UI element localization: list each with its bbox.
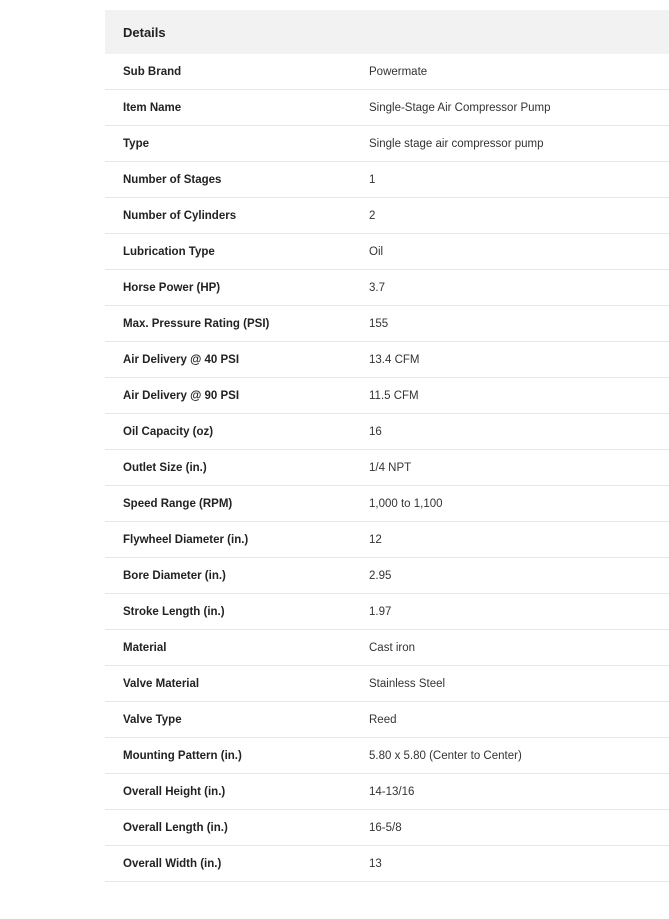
spec-value: Oil: [369, 245, 384, 258]
spec-row: [105, 342, 669, 378]
spec-value: 13: [369, 857, 382, 870]
spec-value: 16-5/8: [369, 821, 402, 834]
spec-row: [105, 306, 669, 342]
spec-table: [105, 54, 669, 882]
spec-row: [105, 270, 669, 306]
spec-row: [105, 54, 669, 90]
spec-row: [105, 738, 669, 774]
spec-label: Sub Brand: [123, 65, 182, 78]
spec-row: [105, 558, 669, 594]
spec-label: Air Delivery @ 90 PSI: [123, 389, 240, 402]
spec-row: [105, 774, 669, 810]
spec-value: 2: [369, 209, 376, 222]
spec-label: Valve Material: [123, 677, 200, 690]
details-section: [105, 10, 669, 882]
spec-row: [105, 702, 669, 738]
spec-row: [105, 522, 669, 558]
spec-label: Air Delivery @ 40 PSI: [123, 353, 240, 366]
spec-label: Lubrication Type: [123, 245, 215, 258]
spec-row: [105, 450, 669, 486]
spec-row: [105, 594, 669, 630]
spec-row: [105, 126, 669, 162]
spec-value: 1: [369, 173, 376, 186]
spec-value: 13.4 CFM: [369, 353, 420, 366]
spec-label: Item Name: [123, 101, 182, 114]
spec-row: [105, 198, 669, 234]
spec-value: 155: [369, 317, 389, 330]
spec-value: 2.95: [369, 569, 392, 582]
spec-label: Outlet Size (in.): [123, 461, 207, 474]
spec-row: [105, 234, 669, 270]
spec-label: Speed Range (RPM): [123, 497, 233, 510]
spec-value: 12: [369, 533, 382, 546]
spec-row: [105, 810, 669, 846]
spec-row: [105, 414, 669, 450]
spec-value: 1/4 NPT: [369, 461, 412, 474]
spec-value: 14-13/16: [369, 785, 415, 798]
spec-value: Powermate: [369, 65, 428, 78]
spec-value: Single-Stage Air Compressor Pump: [369, 101, 551, 114]
spec-label: Overall Length (in.): [123, 821, 228, 834]
spec-label: Max. Pressure Rating (PSI): [123, 317, 270, 330]
spec-value: 16: [369, 425, 382, 438]
spec-value: 3.7: [369, 281, 385, 294]
spec-label: Bore Diameter (in.): [123, 569, 226, 582]
spec-value: 1,000 to 1,100: [369, 497, 443, 510]
details-heading: Details: [105, 10, 669, 54]
spec-label: Oil Capacity (oz): [123, 425, 214, 438]
spec-row: [105, 666, 669, 702]
spec-label: Valve Type: [123, 713, 182, 726]
spec-row: [105, 630, 669, 666]
spec-value: Stainless Steel: [369, 677, 446, 690]
spec-value: 1.97: [369, 605, 392, 618]
spec-label: Overall Width (in.): [123, 857, 222, 870]
spec-label: Number of Cylinders: [123, 209, 237, 222]
spec-label: Type: [123, 137, 149, 150]
spec-value: Cast iron: [369, 641, 416, 654]
spec-row: [105, 846, 669, 882]
spec-value: Single stage air compressor pump: [369, 137, 544, 150]
spec-value: 5.80 x 5.80 (Center to Center): [369, 749, 522, 762]
spec-label: Flywheel Diameter (in.): [123, 533, 249, 546]
spec-row: [105, 162, 669, 198]
spec-row: [105, 378, 669, 414]
spec-label: Overall Height (in.): [123, 785, 226, 798]
spec-label: Material: [123, 641, 167, 654]
spec-value: Reed: [369, 713, 397, 726]
spec-label: Horse Power (HP): [123, 281, 221, 294]
spec-label: Mounting Pattern (in.): [123, 749, 242, 762]
spec-label: Stroke Length (in.): [123, 605, 225, 618]
spec-value: 11.5 CFM: [369, 389, 419, 402]
spec-row: [105, 486, 669, 522]
spec-row: [105, 90, 669, 126]
spec-label: Number of Stages: [123, 173, 222, 186]
